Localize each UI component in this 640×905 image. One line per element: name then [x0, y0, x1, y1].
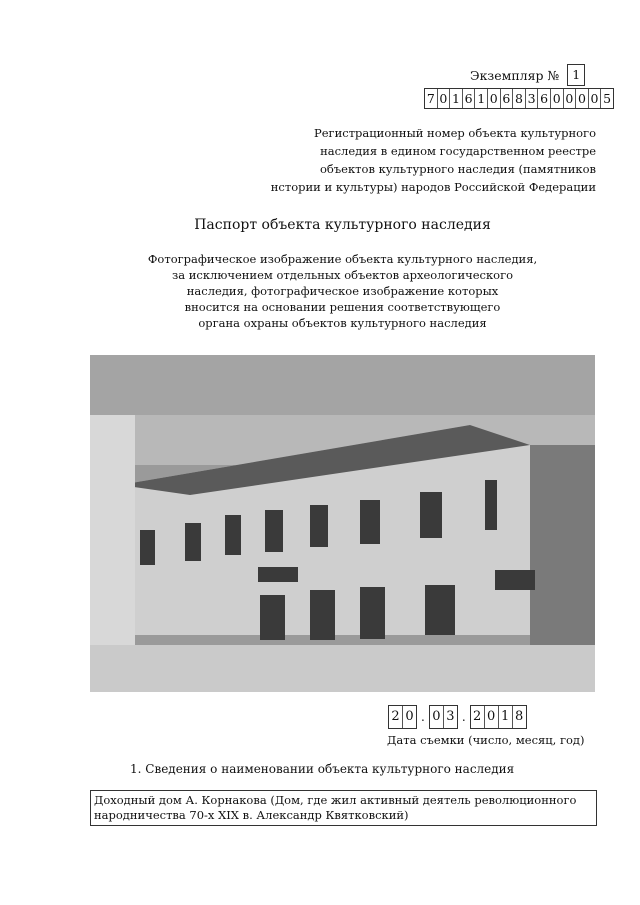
digit-cell: 0	[588, 89, 601, 108]
digit-cell: 5	[600, 89, 613, 108]
registration-caption	[196, 124, 596, 196]
digit-cell: 8	[512, 89, 525, 108]
digit-cell: 0	[563, 89, 576, 108]
digit-cell: 0	[437, 89, 450, 108]
digit-cell: 8	[512, 706, 526, 728]
digit-cell: 6	[462, 89, 475, 108]
caption-line: наследия в едином государственном реестре	[320, 144, 596, 158]
photo-date-label: Дата съемки (число, месяц, год)	[387, 733, 585, 747]
photo-caption	[90, 251, 595, 331]
field-line: Доходный дом А. Корнакова (Дом, где жил активный деятель революционного	[94, 793, 577, 807]
date-month	[429, 705, 458, 729]
registration-number	[424, 88, 614, 109]
digit-cell: 6	[500, 89, 513, 108]
caption-line: Регистрационный номер объекта культурного	[314, 126, 596, 140]
digit-cell: 2	[391, 709, 400, 724]
caption-line: органа охраны объектов культурного наследия	[198, 316, 487, 330]
date-separator: .	[461, 710, 466, 724]
digit-cell: 0	[432, 709, 441, 724]
digit-cell: 0	[402, 706, 416, 728]
digit-cell: 2	[473, 709, 482, 724]
caption-line: нстории и культуры) народов Российской Федерации	[270, 180, 596, 194]
copy-number-row	[470, 64, 585, 86]
object-name-field	[90, 790, 597, 826]
digit-cell: 1	[498, 706, 512, 728]
building-photo	[90, 355, 595, 692]
date-day	[388, 705, 417, 729]
digit-cell: 3	[443, 706, 457, 728]
digit-cell: 0	[550, 89, 563, 108]
digit-cell: 0	[487, 89, 500, 108]
field-line: народничества 70-х XIX в. Александр Квятковский)	[94, 808, 409, 822]
photo-date	[388, 705, 527, 729]
caption-line: Фотографическое изображение объекта культурного наследия,	[147, 252, 538, 266]
date-separator: .	[421, 710, 425, 724]
caption-line: объектов культурного наследия (памятников	[320, 162, 596, 176]
section1-heading: 1. Сведения о наименовании объекта культурного наследия	[130, 762, 515, 776]
digit-cell: 1	[474, 89, 487, 108]
copy-label: Экземпляр №	[470, 67, 560, 83]
digit-cell: 6	[537, 89, 550, 108]
caption-line: наследия, фотографическое изображение которых	[186, 284, 499, 298]
copy-number: 1	[567, 64, 585, 86]
caption-line: за исключением отдельных объектов археологического	[171, 268, 514, 282]
page-title: Паспорт объекта культурного наследия	[194, 217, 491, 233]
date-year	[470, 705, 527, 729]
digit-cell: 7	[426, 91, 435, 106]
caption-line: вносится на основании решения соответствующего	[184, 300, 501, 314]
digit-cell: 1	[449, 89, 462, 108]
digit-cell: 0	[484, 706, 498, 728]
digit-cell: 3	[525, 89, 538, 108]
digit-cell: 0	[575, 89, 588, 108]
